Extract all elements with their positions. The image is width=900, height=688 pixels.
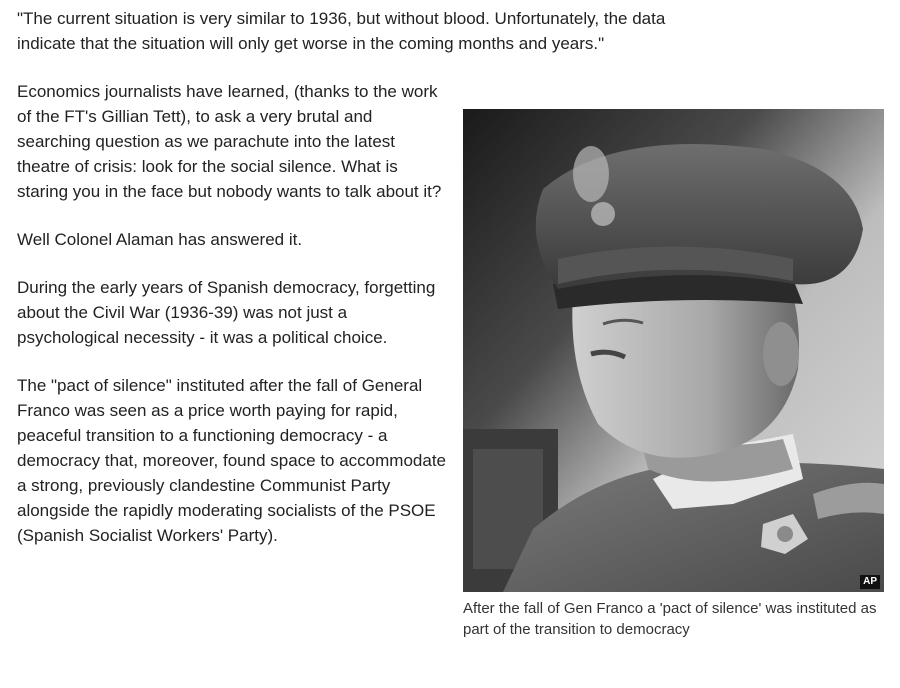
figure-caption: After the fall of Gen Franco a 'pact of silence' was instituted as part of the transition to democracy: [463, 600, 877, 638]
paragraph-quote: "The current situation is very similar to 1936, but without blood. Unfortunately, the data indicate that the situation will only get worse in the coming months and years.": [17, 9, 666, 53]
paragraph-pact-of-silence: The "pact of silence" instituted after the fall of General Franco was seen as a price worth paying for rapid, peaceful transition to a functioning democracy - a democracy that, moreover, found space to accommodate a strong, previously clandestine Communist Party alongside the rapidly moderating socialists of the PSOE (Spanish Socialist Workers' Party).: [17, 376, 447, 545]
article-figure: [463, 109, 884, 640]
franco-portrait-image: [463, 109, 884, 592]
paragraph-economics-journalists: Economics journalists have learned, (thanks to the work of the FT's Gillian Tett), to ask a very brutal and searching question as we parachute into the latest theatre of crisis: look for the social silence. What is staring you in the face but nobody wants to talk about it?: [17, 82, 442, 201]
paragraph-colonel-alaman: Well Colonel Alaman has answered it.: [17, 230, 303, 249]
photo-credit-badge: AP: [860, 575, 880, 589]
paragraph-spanish-democracy: During the early years of Spanish democracy, forgetting about the Civil War (1936-39) was not just a psychological necessity - it was a political choice.: [17, 278, 436, 347]
